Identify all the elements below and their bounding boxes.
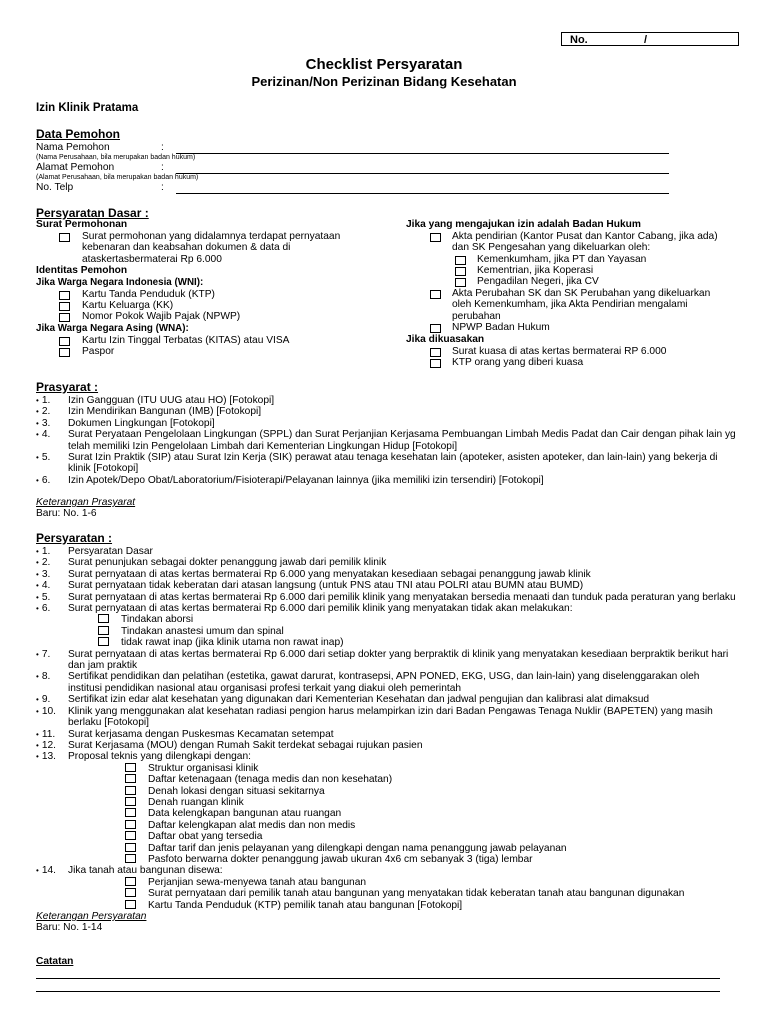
page-title: Checklist Persyaratan: [305, 56, 463, 73]
wni-heading: Jika Warga Negara Indonesia (WNI):: [36, 277, 204, 288]
kk-item: Kartu Keluarga (KK): [82, 300, 174, 311]
keterangan-prasyarat-value: Baru: No. 1-6: [36, 508, 97, 519]
checkbox[interactable]: [59, 233, 70, 242]
surat-permohonan-heading: Surat Permohonan: [36, 219, 128, 230]
checkbox[interactable]: [430, 233, 441, 242]
nama-pemohon-field[interactable]: [176, 153, 669, 154]
npwp-item: Nomor Pokok Wajib Pajak (NPWP): [82, 311, 241, 322]
checkbox[interactable]: [125, 763, 136, 772]
sub-item: Data kelengkapan bangunan atau ruangan: [36, 808, 736, 819]
surat-kuasa-item: Surat kuasa di atas kertas bermaterai RP 6.000: [452, 346, 667, 357]
sub-item: Surat pernyataan dari pemilik tanah atau bangunan yang menyatakan tidak keberatan tanah atau bangunan digunakan: [36, 888, 736, 899]
checkbox[interactable]: [125, 854, 136, 863]
ktp-item: Kartu Tanda Penduduk (KTP): [82, 289, 215, 300]
list-item: • 9. Sertifikat izin edar alat kesehatan yang digunakan dari Kementerian Kesehatan dan jadwal pengujian dan kalibrasi alat dimaksud: [36, 694, 736, 705]
telp-field[interactable]: [176, 193, 669, 194]
alamat-pemohon-field[interactable]: [176, 173, 669, 174]
checkbox[interactable]: [125, 877, 136, 886]
list-item: • 12. Surat Kerjasama (MOU) dengan Rumah Sakit terdekat sebagai rujukan pasien: [36, 740, 736, 751]
sub-item: Denah lokasi dengan situasi sekitarnya: [36, 786, 736, 797]
number-slash: /: [644, 34, 648, 46]
telp-label: No. Telp: [36, 182, 74, 193]
npwp-badan-item: NPWP Badan Hukum: [452, 322, 550, 333]
dikuasakan-heading: Jika dikuasakan: [406, 334, 485, 345]
checkbox[interactable]: [455, 278, 466, 287]
kitas-item: Kartu Izin Tinggal Terbatas (KITAS) atau VISA: [82, 335, 290, 346]
prasyarat-heading: Prasyarat :: [36, 380, 99, 394]
checkbox[interactable]: [125, 843, 136, 852]
list-item: • 5. Surat pernyataan di atas kertas bermaterai Rp 6.000 dari pemilik klinik yang menyatakan bersedia menaati dan tunduk pada peraturan yang berlaku: [36, 592, 736, 603]
list-item: • 13. Proposal teknis yang dilengkapi dengan:: [36, 751, 736, 762]
checkbox[interactable]: [98, 626, 109, 635]
checkbox[interactable]: [98, 614, 109, 623]
nama-note: (Nama Perusahaan, bila merupakan badan hukum): [36, 154, 196, 161]
number-label: No.: [570, 34, 588, 46]
sub-item: Tindakan anastesi umum dan spinal: [36, 626, 736, 637]
sub-item: Kartu Tanda Penduduk (KTP) pemilik tanah atau bangunan [Fotokopi]: [36, 900, 736, 911]
list-item: • 4. Surat pernyataan tidak keberatan dari atasan langsung (untuk PNS atau TNI atau POLRI atau BUMN atau BUMD): [36, 580, 736, 591]
keterangan-persyaratan-value: Baru: No. 1-14: [36, 922, 103, 934]
list-item: • 11. Surat kerjasama dengan Puskesmas Kecamatan setempat: [36, 729, 736, 740]
checkbox[interactable]: [59, 348, 70, 357]
checkbox[interactable]: [430, 348, 441, 357]
checkbox[interactable]: [125, 831, 136, 840]
akta-sub-2: Kementrian, jika Koperasi: [477, 265, 594, 276]
checkbox[interactable]: [430, 359, 441, 368]
list-item: • 3. Surat pernyataan di atas kertas bermaterai Rp 6.000 yang menyatakan kesediaan sebagai penanggung jawab klinik: [36, 569, 736, 580]
list-item: • 5. Surat Izin Praktik (SIP) atau Surat Izin Kerja (SIK) perawat atau tenaga kesehatan lain (apoteker, asisten apoteker, dan lain-lain) yang bekerja di klinik [Fotokopi]: [36, 452, 736, 475]
list-item: • 6. Izin Apotek/Depo Obat/Laboratorium/Fisioterapi/Pelayanan lainnya (jika memiliki izin tersendiri) [Fotokopi]: [36, 475, 736, 486]
akta-sub-3: Pengadilan Negeri, jika CV: [477, 276, 599, 287]
alamat-note: (Alamat Perusahaan, bila merupakan badan hukum): [36, 174, 199, 181]
sub-item: Tindakan aborsi: [36, 614, 736, 625]
list-item: • 6. Surat pernyataan di atas kertas bermaterai Rp 6.000 dari pemilik klinik yang menyatakan tidak akan melakukan:: [36, 603, 736, 614]
surat-permohonan-item: Surat permohonan yang didalamnya terdapat pernyataan kebenaran dan keabsahan dokumen & data di ataskertasbermaterai Rp 6.000: [82, 231, 341, 265]
akta-perubahan-item: Akta Perubahan SK dan SK Perubahan yang dikeluarkan oleh Kemenkumham, jika Akta Pendirian mengalami perubahan: [452, 288, 711, 322]
sub-item: Pasfoto berwarna dokter penanggung jawab ukuran 4x6 cm sebanyak 3 (tiga) lembar: [36, 854, 736, 865]
list-item: • 2. Izin Mendirikan Bangunan (IMB) [Fotokopi]: [36, 406, 736, 417]
checkbox[interactable]: [98, 637, 109, 646]
checkbox[interactable]: [455, 256, 466, 265]
checkbox[interactable]: [59, 302, 70, 311]
sub-item: Struktur organisasi klinik: [36, 763, 736, 774]
keterangan-prasyarat-label: Keterangan Prasyarat: [36, 497, 136, 508]
telp-colon: :: [161, 182, 164, 193]
checkbox[interactable]: [125, 797, 136, 806]
sub-item: Daftar obat yang tersedia: [36, 831, 736, 842]
checkbox[interactable]: [430, 290, 441, 299]
ktp-kuasa-item: KTP orang yang diberi kuasa: [452, 357, 584, 368]
identitas-heading: Identitas Pemohon: [36, 265, 128, 276]
persyaratan-dasar-heading: Persyaratan Dasar :: [36, 206, 149, 220]
list-item: • 10. Klinik yang menggunakan alat kesehatan radiasi pengion harus melampirkan izin dari Badan Pengawas Tenaga Nuklir (BAPETEN) yang masih berlaku [Fotokopi]: [36, 706, 736, 729]
badan-hukum-heading: Jika yang mengajukan izin adalah Badan Hukum: [406, 219, 641, 230]
paspor-item: Paspor: [82, 346, 115, 357]
checkbox[interactable]: [59, 337, 70, 346]
catatan-label: Catatan: [36, 956, 74, 967]
list-item: • 1. Izin Gangguan (ITU UUG atau HO) [Fotokopi]: [36, 395, 736, 406]
permit-type: Izin Klinik Pratama: [36, 102, 139, 114]
checkbox[interactable]: [125, 900, 136, 909]
persyaratan-list: [36, 546, 736, 934]
sub-item: Daftar tarif dan jenis pelayanan yang dilengkapi dengan nama penanggung jawab pelayanan: [36, 843, 736, 854]
data-pemohon-heading: Data Pemohon: [36, 127, 121, 141]
persyaratan-heading: Persyaratan :: [36, 531, 113, 545]
sub-item: Daftar kelengkapan alat medis dan non medis: [36, 820, 736, 831]
list-item: • 3. Dokumen Lingkungan [Fotokopi]: [36, 418, 736, 429]
akta-sub-1: Kemenkumham, jika PT dan Yayasan: [477, 254, 647, 265]
checkbox[interactable]: [125, 820, 136, 829]
list-item: • 1. Persyaratan Dasar: [36, 546, 736, 557]
list-item: • 8. Sertifikat pendidikan dan pelatihan (estetika, gawat darurat, kontrasepsi, APN PONED, EKG, USG, dan lain-lain) yang diselenggarakan oleh institusi pendidikan nasional atau organisasi profesi terkait yang diakui oleh pemerintah: [36, 671, 736, 694]
keterangan-persyaratan-label: Keterangan Persyaratan: [36, 911, 147, 922]
checkbox[interactable]: [125, 774, 136, 783]
checkbox[interactable]: [125, 808, 136, 817]
alamat-pemohon-label: Alamat Pemohon: [36, 162, 115, 173]
alamat-colon: :: [161, 162, 164, 173]
checkbox[interactable]: [455, 267, 466, 276]
wna-heading: Jika Warga Negara Asing (WNA):: [36, 323, 189, 334]
page-subtitle: Perizinan/Non Perizinan Bidang Kesehatan: [251, 74, 517, 89]
checkbox[interactable]: [125, 786, 136, 795]
catatan-line-2[interactable]: [36, 991, 720, 992]
sub-item: tidak rawat inap (jika klinik utama non rawat inap): [36, 637, 736, 648]
sub-item: Denah ruangan klinik: [36, 797, 736, 808]
nama-pemohon-label: Nama Pemohon: [36, 142, 110, 153]
sub-item: Perjanjian sewa-menyewa tanah atau bangunan: [36, 877, 736, 888]
akta-pendirian-item: Akta pendirian (Kantor Pusat dan Kantor Cabang, jika ada) dan SK Pengesahan yang dikeluarkan oleh:: [452, 231, 718, 254]
list-item: • 14. Jika tanah atau bangunan disewa:: [36, 865, 736, 876]
number-box[interactable]: [561, 32, 739, 46]
prasyarat-list: [36, 395, 736, 486]
nama-colon: :: [161, 142, 164, 153]
sub-item: Daftar ketenagaan (tenaga medis dan non kesehatan): [36, 774, 736, 785]
list-item: • 4. Surat Peryataan Pengelolaan Lingkungan (SPPL) dan Surat Perjanjian Kerjasama Pembuangan Limbah Medis Padat dan Cair dengan pihak lain yg telah memiliki Izin Pengelolaan Limbah dari Kementerian Lingkungan Hidup [Fotokopi]: [36, 429, 736, 452]
checkbox[interactable]: [430, 324, 441, 333]
catatan-line-1[interactable]: [36, 978, 720, 979]
checkbox[interactable]: [59, 291, 70, 300]
checkbox[interactable]: [125, 888, 136, 897]
list-item: • 2. Surat penunjukan sebagai dokter penanggung jawab dari pemilik klinik: [36, 557, 736, 568]
list-item: • 7. Surat pernyataan di atas kertas bermaterai Rp 6.000 dari setiap dokter yang berpraktik di klinik yang menyatakan kesediaan berpraktik berikut hari dan jam praktik: [36, 649, 736, 672]
checkbox[interactable]: [59, 313, 70, 322]
